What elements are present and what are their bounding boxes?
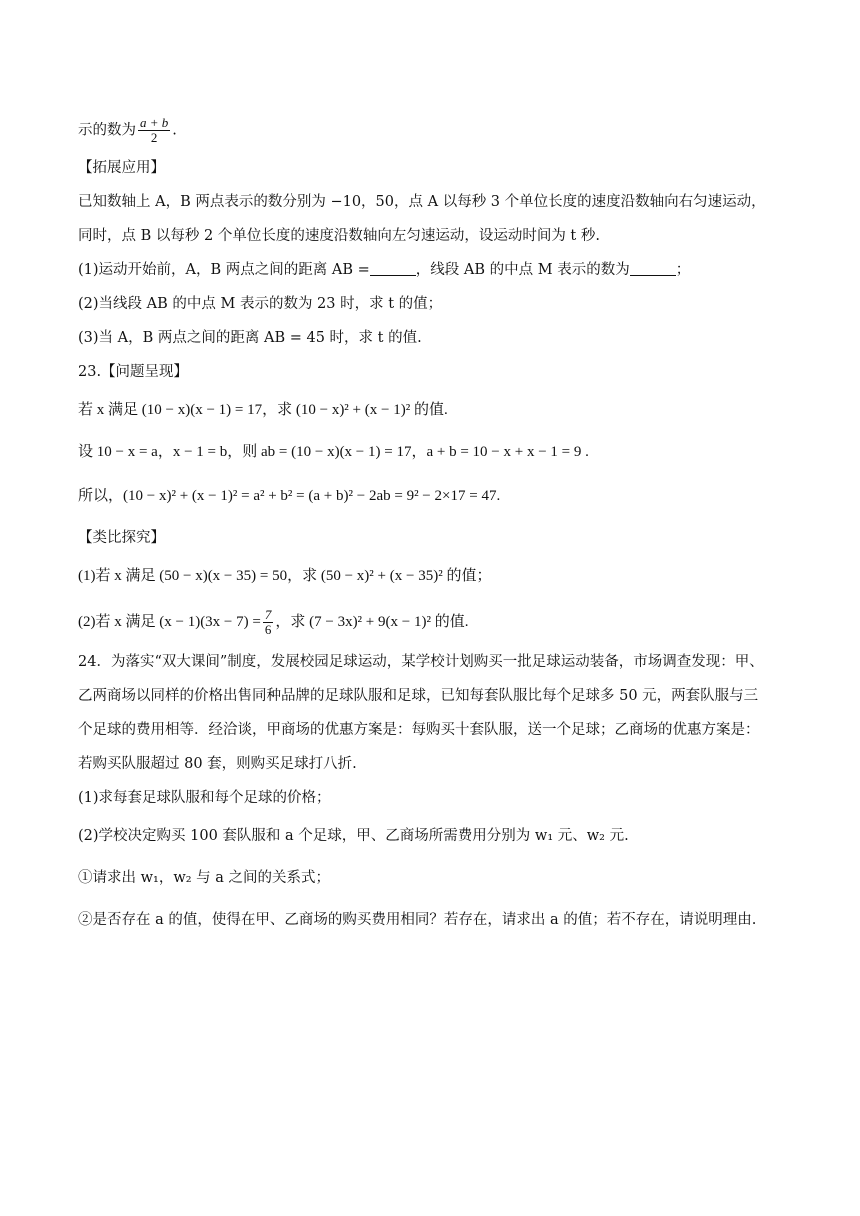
problem-24-line-3: 个足球的费用相等．经洽谈，甲商场的优惠方案是：每购买十套队服，送一个足球；乙商场的优惠方案是： xyxy=(78,722,760,738)
text-line-4: 同时，点 B 以每秒 2 个单位长度的速度沿数轴向左匀速运动，设运动时间为 t 秒. xyxy=(78,228,600,244)
line-1-prefix: 示的数为 xyxy=(78,122,136,139)
problem-24-subquestion-1: ①请求出 w₁，w₂ 与 a 之间的关系式； xyxy=(78,870,331,886)
problem-24-line-4: 若购买队服超过 80 套，则购买足球打八折. xyxy=(78,756,357,772)
problem-23-substitution: 设 10 − x = a，x − 1 = b，则 ab = (10 − x)(x − 1) = 17，a + b = 10 − x + x − 1 = 9 . xyxy=(78,444,589,460)
problem-24-question-1: (1)求每套足球队服和每个足球的价格； xyxy=(78,790,331,806)
fraction-7-over-6 xyxy=(263,608,274,637)
problem-23-solution: 所以，(10 − x)² + (x − 1)² = a² + b² = (a + b)² − 2ab = 9² − 2×17 = 47. xyxy=(78,488,501,504)
problem-24-line-1: 24．为落实“双大课间”制度，发展校园足球运动，某学校计划购买一批足球运动装备，市场调查发现：甲、 xyxy=(78,654,764,670)
fraction-denominator: 2 xyxy=(150,130,158,145)
question-3: (3)当 A，B 两点之间的距离 AB = 45 时，求 t 的值. xyxy=(78,330,422,346)
fraction-numerator: 7 xyxy=(264,607,272,622)
fraction-numerator: a + b xyxy=(140,115,169,130)
section-heading-extension: 【拓展应用】 xyxy=(78,160,165,176)
problem-23-heading: 23.【问题呈现】 xyxy=(78,364,189,380)
problem-24-line-2: 乙两商场以同样的价格出售同种品牌的足球队服和足球，已知每套队服比每个足球多 50 元，两套队服与三 xyxy=(78,688,759,704)
line-1-suffix: . xyxy=(172,122,177,139)
analogy-question-2 xyxy=(78,608,800,637)
fraction-a-plus-b-over-2 xyxy=(138,116,170,145)
question-1-part-a: (1)运动开始前，A，B 两点之间的距离 AB = xyxy=(78,262,370,278)
question-1 xyxy=(78,260,800,280)
answer-blank-ab xyxy=(370,261,416,276)
problem-24-subquestion-2: ②是否存在 a 的值，使得在甲、乙商场的购买费用相同？若存在，请求出 a 的值；若不存在，请说明理由. xyxy=(78,912,757,928)
analogy-q2-prefix: (2)若 x 满足 (x − 1)(3x − 7) = xyxy=(78,613,261,630)
analogy-question-1: (1)若 x 满足 (50 − x)(x − 35) = 50，求 (50 − x)² + (x − 35)² 的值； xyxy=(78,568,492,584)
section-heading-analogy: 【类比探究】 xyxy=(78,530,165,546)
answer-blank-m xyxy=(630,261,676,276)
question-1-part-b: ，线段 AB 的中点 M 表示的数为 xyxy=(415,262,630,278)
question-1-part-c: ； xyxy=(675,262,691,278)
question-2: (2)当线段 AB 的中点 M 表示的数为 23 时，求 t 的值； xyxy=(78,296,443,312)
fraction-denominator: 6 xyxy=(264,622,272,637)
analogy-q2-suffix: ，求 (7 − 3x)² + 9(x − 1)² 的值. xyxy=(275,613,469,630)
text-line-3: 已知数轴上 A，B 两点表示的数分别为 −10，50，点 A 以每秒 3 个单位长度的速度沿数轴向右匀速运动， xyxy=(78,194,766,210)
problem-24-question-2: (2)学校决定购买 100 套队服和 a 个足球，甲、乙商场所需费用分别为 w₁ 元、w₂ 元. xyxy=(78,828,629,844)
problem-23-statement: 若 x 满足 (10 − x)(x − 1) = 17，求 (10 − x)² + (x − 1)² 的值. xyxy=(78,402,448,418)
text-line-1 xyxy=(78,116,800,145)
